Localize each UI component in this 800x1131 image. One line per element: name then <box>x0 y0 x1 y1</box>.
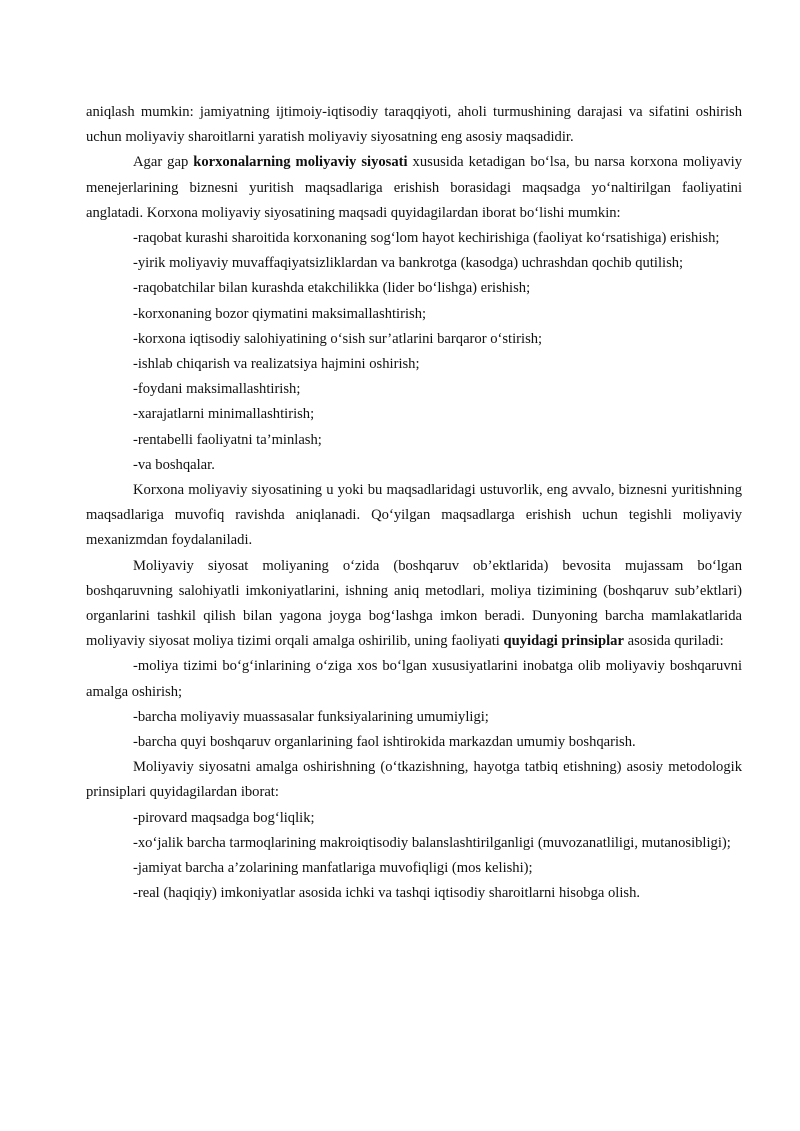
list-item-text: -real (haqiqiy) imkoniyatlar asosida ichki va tashqi iqtisodiy sharoitlarni hisobga olish. <box>133 885 641 902</box>
list-item <box>86 302 742 327</box>
list-item-text: -xarajatlarni minimallashtirish; <box>133 406 315 423</box>
list-item-text: -barcha quyi boshqaruv organlarining faol ishtirokida markazdan umumiy boshqarish. <box>133 734 636 751</box>
list-item-text: -pirovard maqsadga bog‘liqlik; <box>133 809 315 826</box>
paragraph-text: Moliyaviy siyosat moliyaning o‘zida (boshqaruv ob’ektlarida) bevosita mujassam bo‘lgan boshqaruvning salohiyatli imkoniyatlarini, ishning aniq metodlari, moliya tizimining (boshqaruv sub’ektlari) organlarini tashkil qilish bilan yagona joyga bog‘lashga imkon beradi. Dunyoning barcha mamlakatlarida moliyaviy siyosat moliya tizimi orqali amalga oshirilib, uning faoliyati <box>86 557 742 650</box>
bold-term: korxonalarning moliyaviy siyosati <box>193 154 408 171</box>
list-item-text: -va boshqalar. <box>133 456 215 473</box>
list-item <box>86 251 742 276</box>
paragraph-text: Agar gap <box>133 154 194 171</box>
list-item-text: -ishlab chiqarish va realizatsiya hajmini oshirish; <box>133 356 420 373</box>
list-item-text: -korxona iqtisodiy salohiyatining o‘sish sur’atlarini barqaror o‘stirish; <box>133 330 543 347</box>
paragraph-text: asosida quriladi: <box>623 633 724 650</box>
paragraph-text: Moliyaviy siyosatni amalga oshirishning (o‘tkazishning, hayotga tatbiq etishning) asosiy metodologik prinsiplari quyidagilardan iborat: <box>86 759 742 801</box>
list-item-text: -barcha moliyaviy muassasalar funksiyalarining umumiyligi; <box>133 708 489 725</box>
paragraph-intro <box>86 100 742 150</box>
list-item <box>86 377 742 402</box>
paragraph-text: Korxona moliyaviy siyosatining u yoki bu maqsadlaridagi ustuvorlik, eng avvalo, biznesni yuritishning maqsadlariga muvofiq ravishda aniqlanadi. Qo‘yilgan maqsadlarga erishish uchun tegishli moliyaviy mexanizmdan foydalaniladi. <box>86 482 742 549</box>
list-item-text: -moliya tizimi bo‘g‘inlarining o‘ziga xos bo‘lgan xususiyatlarini inobatga olib moliyaviy boshqaruvni amalga oshirish; <box>86 658 742 700</box>
list-item-text: -rentabelli faoliyatni ta’minlash; <box>133 431 322 448</box>
list-item-text: -yirik moliyaviy muvaffaqiyatsizliklardan va bankrotga (kasodga) uchrashdan qochib qutilish; <box>133 255 684 272</box>
list-item <box>86 654 742 704</box>
list-item <box>86 453 742 478</box>
list-item-text: -raqobat kurashi sharoitida korxonaning sog‘lom hayot kechirishiga (faoliyat ko‘rsatishiga) erishish; <box>133 230 720 247</box>
list-item <box>86 276 742 301</box>
list-item <box>86 327 742 352</box>
list-item <box>86 881 742 906</box>
list-item-text: -raqobatchilar bilan kurashda etakchilikka (lider bo‘lishga) erishish; <box>133 280 531 297</box>
paragraph-ustuvorlik <box>86 478 742 554</box>
document-page <box>86 100 742 907</box>
list-item <box>86 402 742 427</box>
list-item <box>86 226 742 251</box>
paragraph-moliyaviy-siyosat <box>86 554 742 655</box>
list-item <box>86 730 742 755</box>
list-item <box>86 428 742 453</box>
list-item-text: -korxonaning bozor qiymatini maksimallashtirish; <box>133 305 427 322</box>
list-item-text: -jamiyat barcha a’zolarining manfatlariga muvofiqligi (mos kelishi); <box>133 860 533 877</box>
list-item-text: -foydani maksimallashtirish; <box>133 381 301 398</box>
paragraph-text: xususida ketadigan bo‘lsa, bu narsa korxona moliyaviy menejerlarining biznesni yuritish maqsadlariga erishish borasidagi maqsadga yo‘naltirilgan faoliyatini anglatadi. Korxona moliyaviy siyosatining maqsadi quyidagilardan iborat bo‘lishi mumkin: <box>86 154 743 221</box>
list-item <box>86 831 742 856</box>
list-item <box>86 705 742 730</box>
list-item-text: -xo‘jalik barcha tarmoqlarining makroiqtisodiy balanslashtirilganligi (muvozanatliligi, mutanosibligi); <box>133 834 731 851</box>
list-item <box>86 806 742 831</box>
paragraph-text: aniqlash mumkin: jamiyatning ijtimoiy-iqtisodiy taraqqiyoti, aholi turmushining darajasi va sifatini oshirish uchun moliyaviy sharoitlarni yaratish moliyaviy siyosatning eng asosiy maqsadidir. <box>86 104 742 146</box>
list-item <box>86 352 742 377</box>
list-item <box>86 856 742 881</box>
paragraph-metodologik <box>86 755 742 805</box>
bold-term: quyidagi prinsiplar <box>503 633 624 650</box>
paragraph-korxona-siyosati <box>86 150 742 226</box>
